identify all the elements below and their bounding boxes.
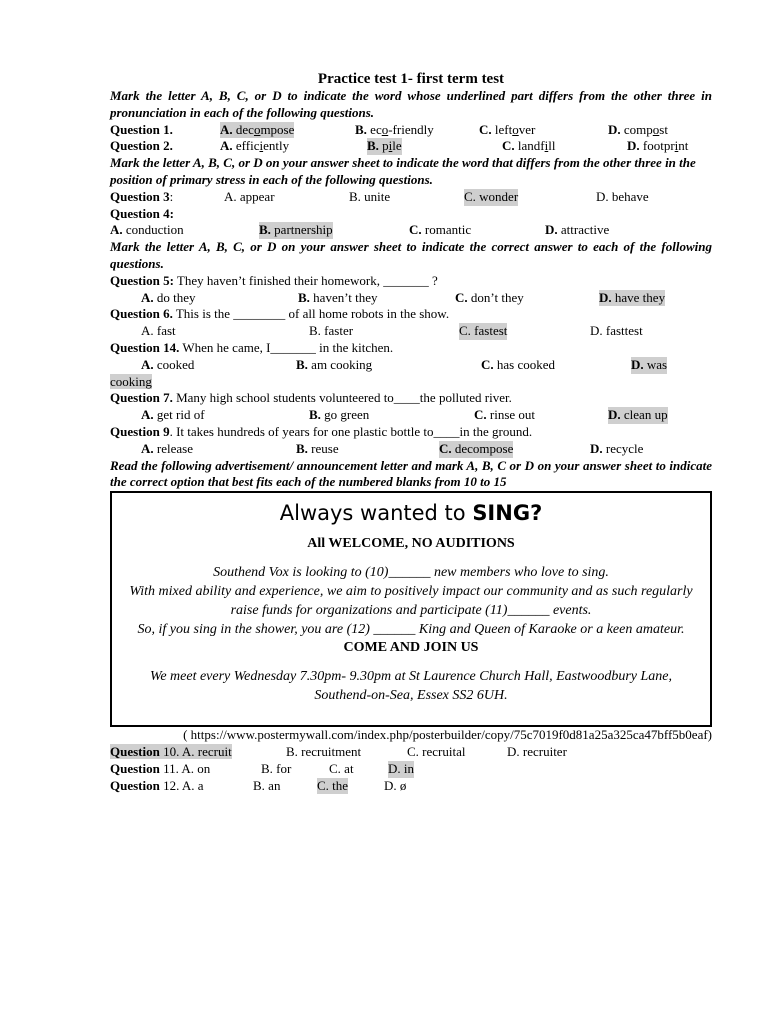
option-c: C. rinse out [474,407,536,423]
instruction-stress: Mark the letter A, B, C, or D on your answer sheet to indicate the word that differs from the other three in the position of primary stress in each of the following questions. [110,155,696,187]
option-a: Question 11. A. on [110,760,211,776]
option-b: B. partnership [259,222,333,238]
option-d: D. was [631,356,668,372]
option-a: A. efficiently [220,138,290,154]
ad-line-5: We meet every Wednesday 7.30pm- 9.30pm at St Laurence Church Hall, Eastwoodbury Lane, [149,669,673,685]
ad-line-2: With mixed ability and experience, we aim to positively impact our community and as such regularly [129,584,693,600]
question-1 [110,122,712,139]
option-c: C. fastest [459,323,508,339]
option-d: D. behave [596,188,649,204]
option-c: C. decompose [439,440,514,456]
instruction-reading: Read the following advertisement/ announcement letter and mark A, B, C or D on your answer sheet to indicate the correct option that best fits each of the numbered blanks from 10 to 15 [110,457,712,490]
option-a: A. appear [224,188,275,204]
instruction-pronunciation: Mark the letter A, B, C, or D to indicate the word whose underlined part differs from the other three in pronunciation in each of the following questions. [110,88,712,120]
option-a: Question 12. A. a [110,777,204,793]
option-c: C. recruital [407,743,466,759]
option-d: D. fasttest [590,323,643,339]
question-7-options [110,407,712,424]
question-label: Question 6. [110,306,173,322]
ad-line-6: Southend-on-Sea, Essex SS2 6UH. [314,688,508,704]
question-5: Question 5: They haven’t finished their homework, _______ ? [110,272,438,288]
ad-line-1: Southend Vox is looking to (10)______ new members who love to sing. [213,565,609,581]
advertisement-box [110,491,712,727]
question-7: Question 7. Many high school students volunteered to____the polluted river. [110,390,512,406]
question-4 [110,206,712,223]
option-a: A. decompose [220,121,295,137]
option-c: C. has cooked [481,356,556,372]
question-label: Question 4: [110,205,174,221]
ad-line-4: So, if you sing in the shower, you are (12) ______ King and Queen of Karaoke or a keen amateur. [137,622,685,638]
question-14-option-d-continued: cooking [110,373,152,389]
question-12 [110,778,712,795]
option-c: C. leftover [479,121,536,137]
option-c: C. don’t they [455,289,524,305]
option-d: D. clean up [608,407,668,423]
option-b: B. pile [367,138,402,154]
option-b: B. recruitment [286,743,362,759]
option-d: D. have they [599,289,666,305]
question-label: Question 5: [110,272,174,288]
question-label: Question 2. [110,138,173,154]
question-label: Question 14. [110,339,180,355]
question-9-options [110,441,712,458]
question-label: Question 3 [110,188,170,204]
option-b: B. reuse [296,440,339,456]
option-d: D. in [388,760,414,776]
question-label: Question 9 [110,423,170,439]
question-14-options [110,357,712,374]
option-c: C. landfill [502,138,556,154]
ad-cta: COME AND JOIN US [343,640,479,656]
question-5-options [110,290,712,307]
option-b: B. am cooking [296,356,373,372]
question-14: Question 14. When he came, I_______ in the kitchen. [110,339,394,355]
question-4-options [110,222,712,239]
option-a: Question 10. A. recruit [110,743,232,759]
option-c: C. wonder [464,188,519,204]
option-a: A. cooked [141,356,195,372]
question-2 [110,138,712,155]
ad-line-3: raise funds for organizations and participate (11)______ events. [230,603,592,619]
option-d: D. attractive [545,222,610,238]
option-a: A. get rid of [141,407,205,423]
option-d: D. compost [608,121,668,137]
option-b: B. faster [309,323,354,339]
ad-subhead: All WELCOME, NO AUDITIONS [307,536,515,552]
option-b: B. haven’t they [298,289,378,305]
option-b: B. for [261,760,292,776]
option-c: C. the [317,777,349,793]
option-b: B. go green [309,407,370,423]
worksheet [110,70,712,794]
option-d: D. footprint [627,138,689,154]
ad-headline: Always wanted to SING? [279,501,543,526]
option-b: B. an [253,777,281,793]
question-3: Question 3: A. appear B. unite C. wonder D. behave [110,188,649,204]
page-title: Practice test 1- first term test [317,71,505,87]
option-d: D. ø [384,777,407,793]
instruction-grammar: Mark the letter A, B, C, or D on your answer sheet to indicate the correct answer to each of the following questions. [110,239,712,271]
question-label: Question 7. [110,390,173,406]
question-9: Question 9. It takes hundreds of years for one plastic bottle to____in the ground. [110,423,533,439]
option-c: C. romantic [409,222,472,238]
question-6: Question 6. This is the ________ of all home robots in the show. [110,306,450,322]
source-link[interactable]: ( https://www.postermywall.com/index.php/posterbuilder/copy/75c7019f0d81a25a325ca47bff5b0eaf) [183,727,712,743]
option-a: A. conduction [110,222,184,238]
option-b: B. eco-friendly [355,121,434,137]
option-b: B. unite [349,188,391,204]
option-c: C. at [329,760,354,776]
option-a: A. do they [141,289,196,305]
option-a: A. fast [141,323,176,339]
question-11 [110,761,712,778]
question-label: Question 1. [110,121,173,137]
question-6-options [110,323,712,340]
option-a: A. release [141,440,193,456]
question-10 [110,744,712,761]
option-d: D. recycle [590,440,644,456]
option-d: D. recruiter [507,743,567,759]
